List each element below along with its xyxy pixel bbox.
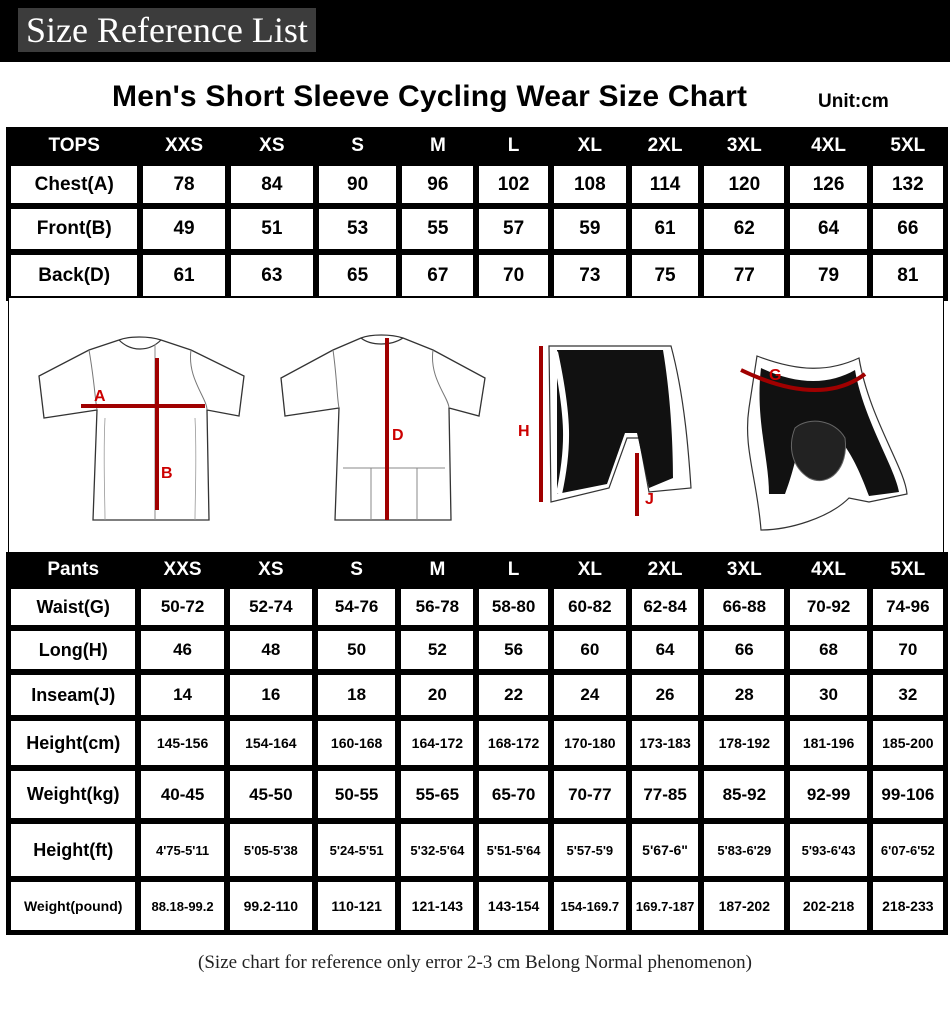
tops-cell: 59 [553, 208, 627, 250]
pants-cell: 50 [317, 630, 396, 670]
tops-cell: 51 [230, 208, 314, 250]
pants-row-label: Waist(G) [10, 588, 136, 626]
pants-cell: 92-99 [789, 770, 867, 819]
pants-cell: 52 [400, 630, 474, 670]
pants-cell: 68 [789, 630, 867, 670]
pants-cell: 85-92 [703, 770, 785, 819]
tops-cell: 77 [703, 254, 785, 297]
pants-cell: 110-121 [317, 881, 396, 931]
pants-cell: 56 [478, 630, 548, 670]
pants-cell: 54-76 [317, 588, 396, 626]
tops-cell: 126 [789, 165, 867, 204]
tops-row [10, 208, 944, 250]
tops-header-cell: M [401, 131, 474, 161]
tops-header-cell: L [478, 131, 548, 161]
pants-cell: 32 [872, 674, 944, 716]
pants-header-cell: L [478, 556, 548, 584]
header-banner [0, 0, 950, 62]
pants-cell: 48 [229, 630, 313, 670]
pants-cell: 145-156 [140, 720, 224, 766]
pants-cell: 16 [229, 674, 313, 716]
tops-cell: 84 [230, 165, 314, 204]
pants-cell: 160-168 [317, 720, 396, 766]
pants-cell: 170-180 [553, 720, 627, 766]
pants-cell: 64 [631, 630, 699, 670]
pants-cell: 169.7-187 [631, 881, 699, 931]
tops-cell: 120 [703, 165, 785, 204]
pants-row [10, 630, 944, 670]
tops-row [10, 165, 944, 204]
tops-cell: 49 [142, 208, 225, 250]
pants-cell: 60-82 [553, 588, 627, 626]
tops-header-cell: 5XL [872, 131, 944, 161]
pants-cell: 14 [140, 674, 224, 716]
pants-cell: 5'57-5'9 [553, 823, 627, 877]
pants-cell: 66-88 [703, 588, 785, 626]
pants-cell: 168-172 [478, 720, 548, 766]
pants-header-cell: XL [553, 556, 627, 584]
footnote: (Size chart for reference only error 2-3 cm Belong Normal phenomenon) [198, 952, 752, 973]
pants-cell: 5'24-5'51 [317, 823, 396, 877]
pants-cell: 5'51-5'64 [478, 823, 548, 877]
tops-row-label: Chest(A) [10, 165, 138, 204]
tops-row-label: Front(B) [10, 208, 138, 250]
tops-row-label: Back(D) [10, 254, 138, 297]
pants-cell: 5'93-6'43 [789, 823, 867, 877]
tops-cell: 90 [318, 165, 397, 204]
pants-cell: 70-77 [553, 770, 627, 819]
pants-row-label: Weight(pound) [10, 881, 136, 931]
pants-row-label: Inseam(J) [10, 674, 136, 716]
pants-row-label: Long(H) [10, 630, 136, 670]
pants-header-cell: Pants [10, 556, 136, 584]
pants-cell: 45-50 [229, 770, 313, 819]
pants-row-label: Weight(kg) [10, 770, 136, 819]
pants-cell: 50-72 [140, 588, 224, 626]
tops-cell: 79 [789, 254, 867, 297]
tops-cell: 53 [318, 208, 397, 250]
label-j: J [645, 491, 654, 508]
measurement-illustration [8, 298, 944, 552]
pants-cell: 5'32-5'64 [400, 823, 474, 877]
pants-cell: 70-92 [789, 588, 867, 626]
tops-cell: 61 [142, 254, 225, 297]
tops-cell: 57 [478, 208, 548, 250]
pants-cell: 50-55 [317, 770, 396, 819]
pants-row-label: Height(cm) [10, 720, 136, 766]
tops-header-cell: 3XL [703, 131, 785, 161]
tops-header-cell: XL [553, 131, 627, 161]
pants-cell: 77-85 [631, 770, 699, 819]
pants-cell: 52-74 [229, 588, 313, 626]
tops-cell: 65 [318, 254, 397, 297]
pants-cell: 154-169.7 [553, 881, 627, 931]
pants-cell: 187-202 [703, 881, 785, 931]
pants-cell: 46 [140, 630, 224, 670]
pants-row [10, 823, 944, 877]
pants-cell: 99.2-110 [229, 881, 313, 931]
garment-diagrams [9, 298, 943, 552]
tops-cell: 63 [230, 254, 314, 297]
pants-cell: 58-80 [478, 588, 548, 626]
pants-cell: 60 [553, 630, 627, 670]
pants-cell: 62-84 [631, 588, 699, 626]
pants-cell: 5'83-6'29 [703, 823, 785, 877]
label-d: D [392, 427, 404, 444]
tops-cell: 62 [703, 208, 785, 250]
tops-cell: 67 [401, 254, 474, 297]
pants-cell: 20 [400, 674, 474, 716]
pants-header-cell: 2XL [631, 556, 699, 584]
tops-header-cell: 4XL [789, 131, 867, 161]
pants-row [10, 674, 944, 716]
pants-cell: 185-200 [872, 720, 944, 766]
pants-cell: 88.18-99.2 [140, 881, 224, 931]
pants-cell: 74-96 [872, 588, 944, 626]
pants-header-cell: 4XL [789, 556, 867, 584]
shorts-side-diagram [518, 346, 691, 516]
banner-title: Size Reference List [18, 8, 316, 52]
pants-cell: 66 [703, 630, 785, 670]
tops-cell: 55 [401, 208, 474, 250]
tops-cell: 75 [631, 254, 699, 297]
tops-cell: 66 [872, 208, 944, 250]
pants-cell: 30 [789, 674, 867, 716]
tops-header-cell: S [318, 131, 397, 161]
pants-header-cell: XXS [140, 556, 224, 584]
pants-cell: 181-196 [789, 720, 867, 766]
tops-cell: 73 [553, 254, 627, 297]
tops-cell: 70 [478, 254, 548, 297]
label-g: G [769, 367, 782, 384]
pants-header-cell: M [400, 556, 474, 584]
tops-cell: 132 [872, 165, 944, 204]
pants-header-cell: XS [229, 556, 313, 584]
tops-header-cell: XS [230, 131, 314, 161]
pants-cell: 65-70 [478, 770, 548, 819]
pants-cell: 6'07-6'52 [872, 823, 944, 877]
tops-cell: 64 [789, 208, 867, 250]
pants-cell: 178-192 [703, 720, 785, 766]
pants-cell: 121-143 [400, 881, 474, 931]
pants-cell: 164-172 [400, 720, 474, 766]
page-title: Men's Short Sleeve Cycling Wear Size Chart [112, 80, 748, 113]
pants-cell: 5'05-5'38 [229, 823, 313, 877]
pants-row [10, 881, 944, 931]
pants-header-row [10, 556, 944, 584]
tops-cell: 108 [553, 165, 627, 204]
pants-cell: 24 [553, 674, 627, 716]
tops-cell: 102 [478, 165, 548, 204]
pants-row-label: Height(ft) [10, 823, 136, 877]
pants-cell: 173-183 [631, 720, 699, 766]
pants-cell: 5'67-6" [631, 823, 699, 877]
tops-cell: 78 [142, 165, 225, 204]
shorts-back-diagram [741, 356, 907, 530]
pants-cell: 40-45 [140, 770, 224, 819]
tops-cell: 81 [872, 254, 944, 297]
pants-cell: 218-233 [872, 881, 944, 931]
pants-cell: 202-218 [789, 881, 867, 931]
unit-label: Unit:cm [818, 91, 889, 112]
label-b: B [161, 465, 173, 482]
pants-cell: 56-78 [400, 588, 474, 626]
label-a: A [94, 388, 106, 405]
pants-cell: 26 [631, 674, 699, 716]
pants-cell: 143-154 [478, 881, 548, 931]
pants-cell: 154-164 [229, 720, 313, 766]
tops-header-cell: TOPS [10, 131, 138, 161]
pants-cell: 70 [872, 630, 944, 670]
pants-header-cell: S [317, 556, 396, 584]
pants-cell: 22 [478, 674, 548, 716]
pants-size-table [6, 552, 948, 935]
jersey-back-diagram [281, 335, 485, 520]
pants-row [10, 770, 944, 819]
pants-cell: 99-106 [872, 770, 944, 819]
tops-header-row [10, 131, 944, 161]
tops-header-cell: 2XL [631, 131, 699, 161]
pants-cell: 55-65 [400, 770, 474, 819]
tops-cell: 114 [631, 165, 699, 204]
pants-header-cell: 3XL [703, 556, 785, 584]
jersey-front-diagram [39, 337, 244, 520]
tops-size-table [6, 127, 948, 301]
pants-row [10, 720, 944, 766]
tops-row [10, 254, 944, 297]
tops-cell: 61 [631, 208, 699, 250]
pants-cell: 18 [317, 674, 396, 716]
tops-cell: 96 [401, 165, 474, 204]
label-h: H [518, 423, 530, 440]
tops-header-cell: XXS [142, 131, 225, 161]
pants-cell: 4'75-5'11 [140, 823, 224, 877]
pants-cell: 28 [703, 674, 785, 716]
pants-header-cell: 5XL [872, 556, 944, 584]
pants-row [10, 588, 944, 626]
